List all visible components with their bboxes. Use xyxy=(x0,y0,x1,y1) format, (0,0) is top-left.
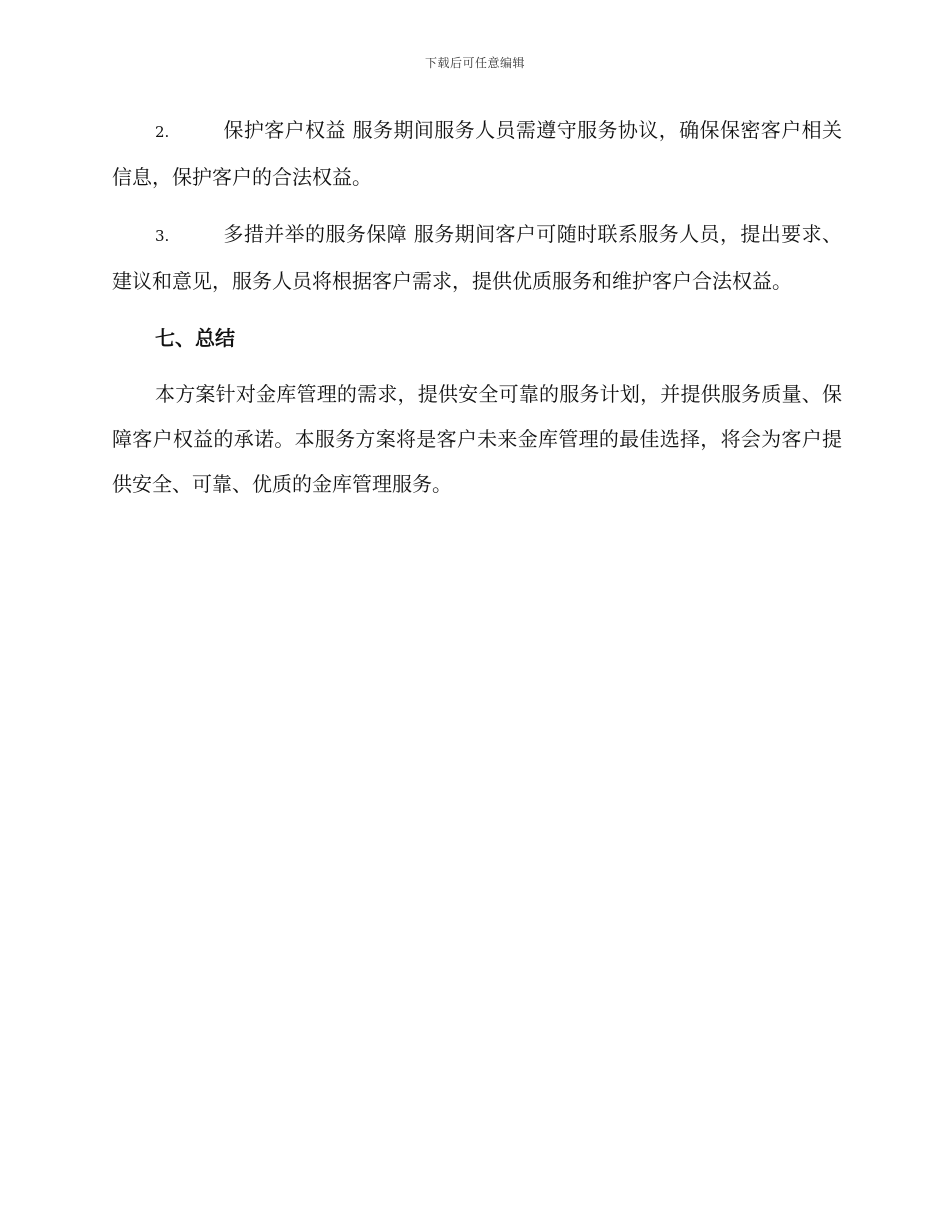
list-item-2 xyxy=(112,108,842,200)
section-heading: 七、总结 xyxy=(155,326,235,350)
item-title: 保护客户权益 xyxy=(223,118,346,142)
item-number: 3. xyxy=(155,227,170,245)
document-content xyxy=(112,108,842,519)
item-body: 服务期间客户可随时联系服务人员，提出要求、建议和意见，服务人员将根据客户需求，提供优质服务和维护客户合法权益。 xyxy=(112,222,842,293)
item-body: 服务期间服务人员需遵守服务协议，确保保密客户相关信息，保护客户的合法权益。 xyxy=(112,118,843,189)
item-title: 多措并举的服务保障 xyxy=(223,222,408,246)
section-paragraph: 本方案针对金库管理的需求，提供安全可靠的服务计划，并提供服务质量、保障客户权益的承诺。本服务方案将是客户未来金库管理的最佳选择，将会为客户提供安全、可靠、优质的金库管理服务。 xyxy=(112,382,842,496)
item-number: 2. xyxy=(155,123,170,141)
list-item-3 xyxy=(112,212,842,304)
page-header: 下载后可任意编辑 xyxy=(424,56,525,70)
